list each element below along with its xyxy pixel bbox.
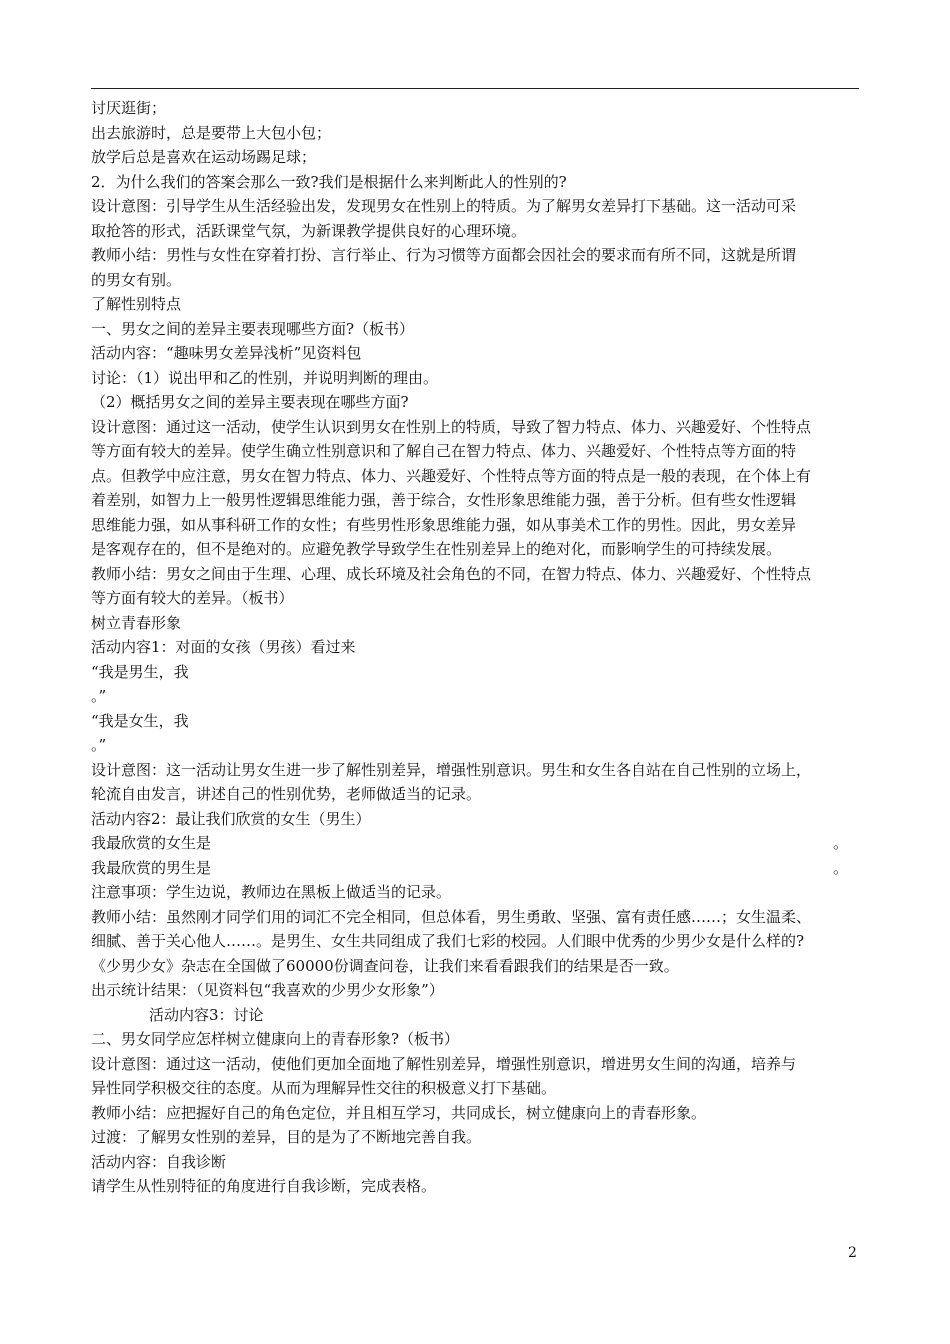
text-line: 活动内容：“趣味男女差异浅析”见资料包 [91, 344, 362, 362]
text-line: 异性同学积极交往的态度。从而为理解异性交往的积极意义打下基础。 [91, 1079, 557, 1097]
text-line: （2）概括男女之间的差异主要表现在哪些方面? [91, 393, 409, 411]
text-line: 教师小结：男性与女性在穿着打扮、言行举止、行为习惯等方面都会因社会的要求而有所不同，这就是所谓 [91, 246, 797, 264]
text-line: 活动内容2：最让我们欣赏的女生（男生） [91, 809, 371, 828]
text-line: 设计意图：通过这一活动，使学生认识到男女在性别上的特质，导致了智力特点、体力、兴趣爱好、个性特点 [91, 417, 812, 436]
text-line: 思维能力强，如从事科研工作的女性；有些男性形象思维能力强，如从事美术工作的男性。因此，男女差异 [91, 515, 797, 534]
text-line: 过渡：了解男女性别的差异，目的是为了不断地完善自我。 [91, 1128, 482, 1146]
text-line: 教师小结：虽然刚才同学们用的词汇不完全相同，但总体看，男生勇敢、坚强、富有责任感……；女生温柔、 [91, 907, 812, 926]
text-line: 。” [91, 736, 107, 754]
text-line: 设计意图：引导学生从生活经验出发，发现男女在性别上的特质。为了解男女差异打下基础。这一活动可采 [91, 197, 797, 215]
text-line: 活动内容1：对面的女孩（男孩）看过来 [91, 638, 356, 656]
document-body [91, 96, 861, 1199]
header-rule [91, 88, 859, 89]
text-line: 请学生从性别特征的角度进行自我诊断，完成表格。 [91, 1177, 437, 1195]
text-line: 教师小结：应把握好自己的角色定位，并且相互学习，共同成长，树立健康向上的青春形象。 [91, 1103, 707, 1122]
indented-line: 活动内容3：讨论 [149, 1005, 264, 1024]
text-line: 《少男少女》杂志在全国做了60000份调查问卷，让我们来看看跟我们的结果是否一致。 [91, 956, 679, 975]
text-line: 。” [91, 687, 107, 705]
fill-in-line [91, 856, 861, 881]
text-line: 二、男女同学应怎样树立健康向上的青春形象?（板书） [91, 1030, 460, 1048]
text-line: 等方面有较大的差异。（板书） [91, 589, 294, 607]
text-line: 2．为什么我们的答案会那么一致?我们是根据什么来判断此人的性别的? [91, 172, 567, 191]
section-heading: 了解性别特点 [91, 295, 182, 313]
text-line: 细腻、善于关心他人……。是男生、女生共同组成了我们七彩的校园。人们眼中优秀的少男少女是什么样的? [91, 932, 805, 950]
text-line: 注意事项：学生边说，教师边在黑板上做适当的记录。 [91, 883, 452, 901]
fill-in-prompt: 我最欣赏的女生是 [91, 834, 212, 852]
page-number: 2 [848, 1245, 857, 1261]
fill-in-line [91, 831, 861, 856]
text-line: 放学后总是喜欢在运动场踢足球； [91, 148, 317, 166]
text-line: 取抢答的形式，活跃课堂气氛，为新课教学提供良好的心理环境。 [91, 221, 527, 240]
text-line: 讨论：（1）说出甲和乙的性别，并说明判断的理由。 [91, 368, 439, 387]
text-line: 的男女有别。 [91, 270, 182, 289]
text-line: 轮流自由发言，讲述自己的性别优势，老师做适当的记录。 [91, 785, 482, 803]
text-line: 活动内容：自我诊断 [91, 1152, 227, 1171]
fill-in-prompt: 我最欣赏的男生是 [91, 858, 212, 877]
text-line: 设计意图：通过这一活动，使他们更加全面地了解性别差异，增强性别意识，增进男女生间的沟通，培养与 [91, 1054, 797, 1073]
text-line: “我是女生，我 [91, 711, 189, 730]
text-line: 设计意图：这一活动让男女生进一步了解性别差异，增强性别意识。男生和女生各自站在自己性别的立场上， [91, 760, 812, 779]
text-line: 教师小结：男女之间由于生理、心理、成长环境及社会角色的不同，在智力特点、体力、兴趣爱好、个性特点 [91, 564, 812, 583]
text-line: 是客观存在的，但不是绝对的。应避免教学导致学生在性别差异上的绝对化，而影响学生的可持续发展。 [91, 540, 782, 558]
fill-in-end: 。 [832, 858, 848, 877]
text-line: 点。但教学中应注意，男女在智力特点、体力、兴趣爱好、个性特点等方面的特点是一般的表现，在个体上有 [91, 466, 812, 485]
text-line: 出示统计结果：（见资料包“我喜欢的少男少女形象”） [91, 981, 444, 999]
text-line: “我是男生，我 [91, 662, 189, 681]
section-heading: 树立青春形象 [91, 613, 182, 632]
fill-in-end: 。 [832, 834, 848, 852]
text-line: 出去旅游时，总是要带上大包小包； [91, 123, 332, 142]
text-line: 一、男女之间的差异主要表现哪些方面?（板书） [91, 319, 415, 338]
text-line: 着差别，如智力上一般男性逻辑思维能力强，善于综合，女性形象思维能力强，善于分析。但有些女性逻辑 [91, 491, 797, 509]
text-line: 讨厌逛街； [91, 99, 167, 117]
text-line: 等方面有较大的差异。使学生确立性别意识和了解自己在智力特点、体力、兴趣爱好、个性特点等方面的特 [91, 442, 797, 460]
